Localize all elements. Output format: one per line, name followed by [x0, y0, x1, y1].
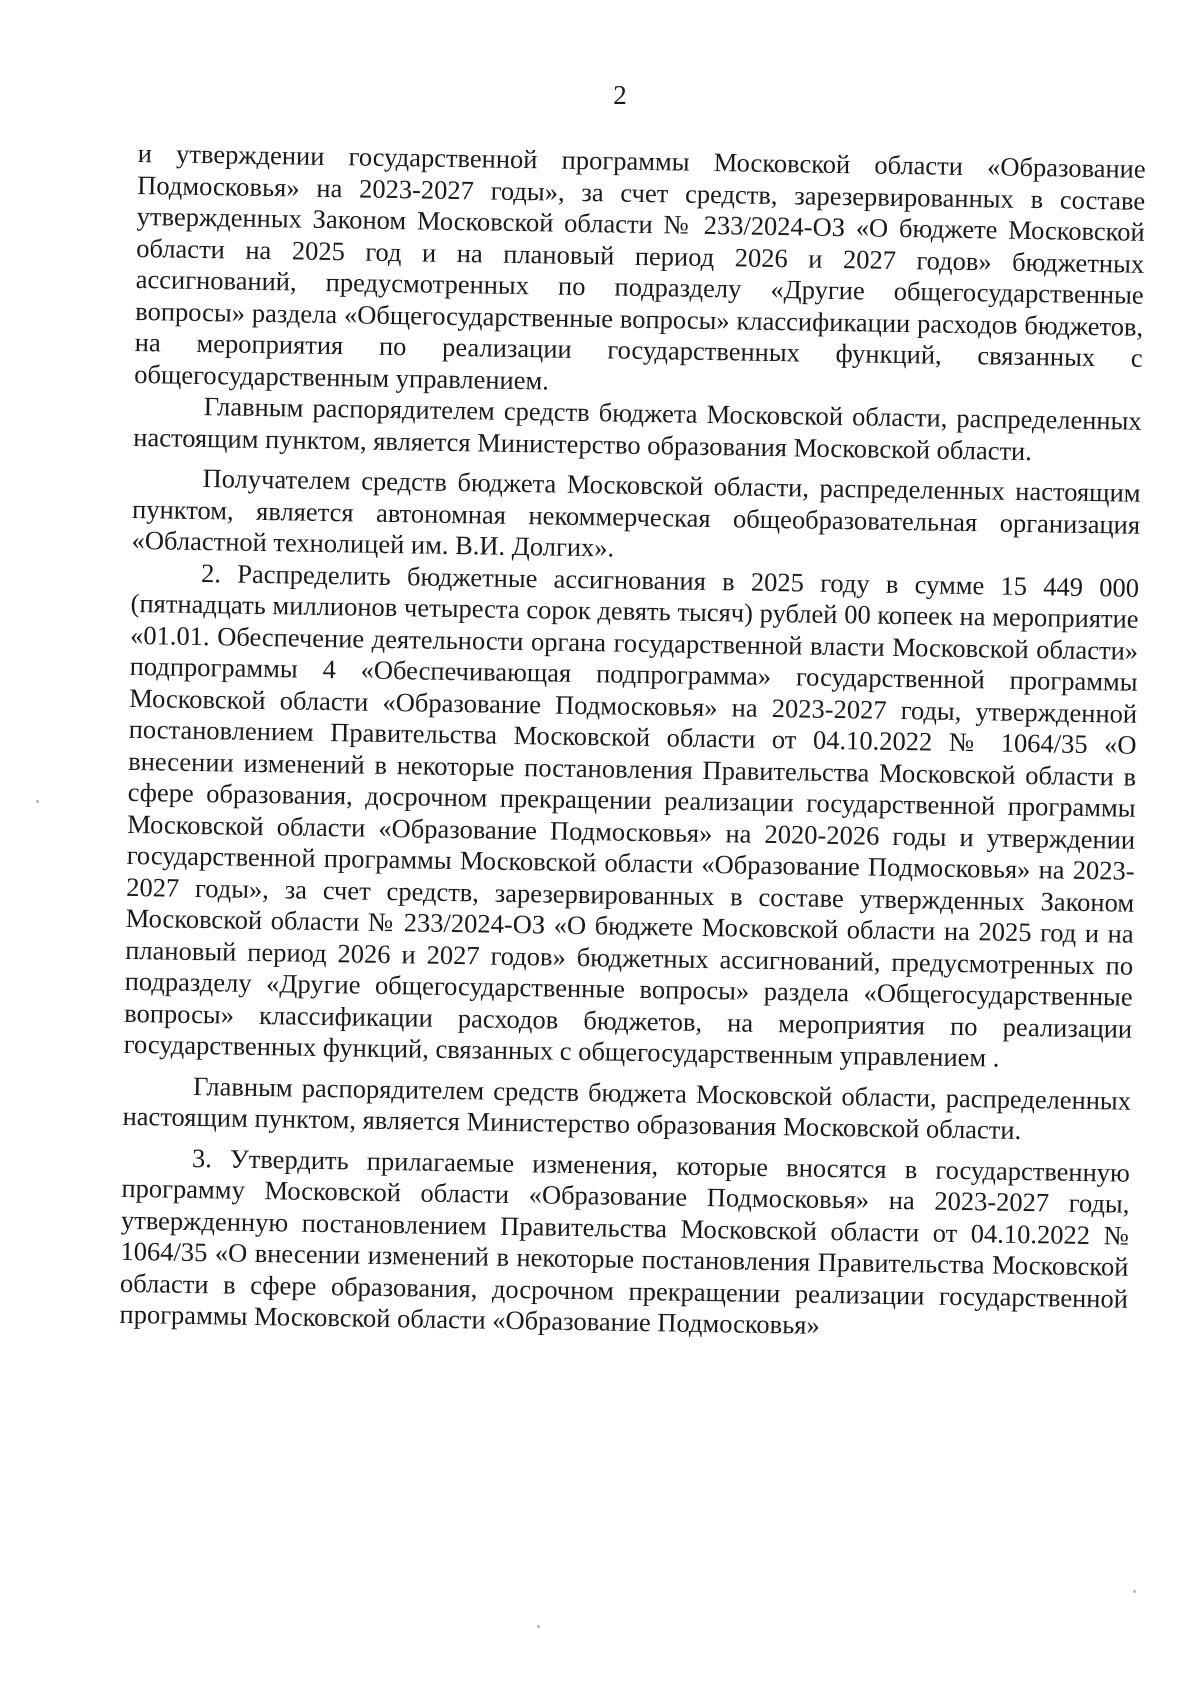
paragraph-item-2: 2. Распределить бюджетные ассигнования в 2025 году в сумме 15 449 000 (пятнадцать миллионов четыреста сорок девять тысяч) рублей 00 копеек на мероприятие «01.01. Обеспечение деятельности органа государственной власти Московской области» подпрограммы 4 «Обеспечивающая подпрограмма» государственной программы Московской области «Образование Подмосковья» на 2023-2027 годы, утвержденной постановлением Правительства Московской области от 04.10.2022 № 1064/35 «О внесении изменений в некоторые постановления Правительства Московской области в сфере образования, досрочном прекращении реализации государственной программы Московской области «Образование Подмосковья» на 2020-2026 годы и утверждении государственной программы Московской области «Образование Подмосковья» на 2023-2027 годы», за счет средств, зарезервированных в составе утвержденных Законом Московской области № 233/2024-ОЗ «О бюджете Московской области на 2025 год и на плановый период 2026 и 2027 годов» бюджетных ассигнований, предусмотренных по подразделу «Другие общегосударственные вопросы» раздела «Общегосударственные вопросы» классификации расходов бюджетов, на мероприятия по реализации государственных функций, связанных с общегосударственным управлением .	[123, 557, 1140, 1073]
page-number: 2	[613, 80, 627, 110]
paragraph-main-manager-2: Главным распорядителем средств бюджета Московской области, распределенных настоящим пунктом, является Министерство образования Московской области.	[122, 1070, 1132, 1145]
scan-speck	[36, 800, 39, 803]
scan-speck	[1133, 1590, 1136, 1593]
paragraph-item-3: 3. Утвердить прилагаемые изменения, которые вносятся в государственную программу Московской области «Образование Подмосковья» на 2023-2027 годы, утвержденную постановлением Правительства Московской области от 04.10.2022 № 1064/35 «О внесении изменений в некоторые постановления Правительства Московской области в сфере образования, досрочном прекращении реализации государственной программы Московской области «Образование Подмосковья»	[119, 1142, 1131, 1340]
document-body	[119, 138, 1146, 1346]
paragraph-continuation: и утверждении государственной программы Московской области «Образование Подмосковья» на 2023-2027 годы», за счет средств, зарезервированных в составе утвержденных Законом Московской области № 233/2024-ОЗ «О бюджете Московской области на 2025 год и на плановый период 2026 и 2027 годов» бюджетных ассигнований, предусмотренных по подразделу «Другие общегосударственные вопросы» раздела «Общегосударственные вопросы» классификации расходов бюджетов, на мероприятия по реализации государственных функций, связанных с общегосударственным управлением.	[134, 138, 1146, 395]
paragraph-recipient: Получателем средств бюджета Московской области, распределенных настоящим пунктом, является автономная некоммерческая общеобразовательная организация «Областной технолицей им. В.И. Долгих».	[131, 463, 1141, 563]
scan-speck	[537, 1625, 540, 1628]
paragraph-main-manager: Главным распорядителем средств бюджета Московской области, распределенных настоящим пунктом, является Министерство образования Московской области.	[133, 391, 1142, 466]
